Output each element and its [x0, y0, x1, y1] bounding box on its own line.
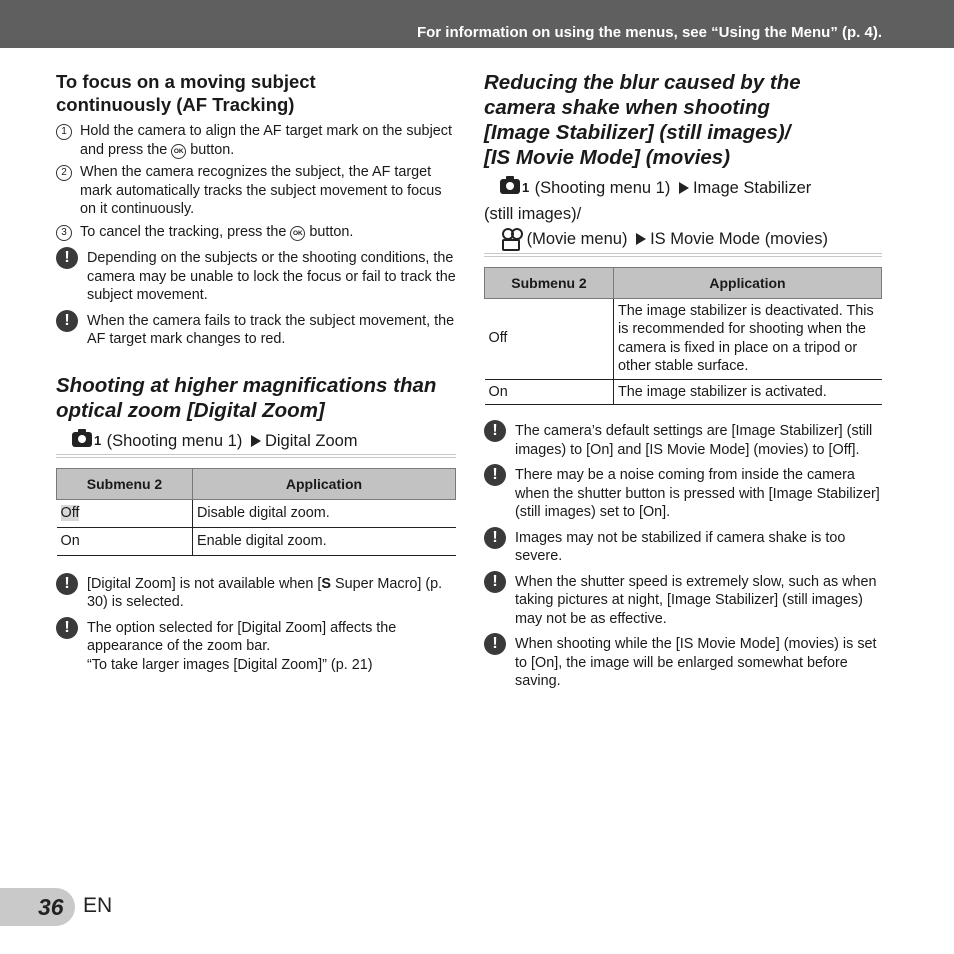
note-text: There may be a noise coming from inside the camera when the shutter button is pressed with [Image Stabilizer] (still images) set to [On]. — [515, 467, 880, 520]
note-text: When the shutter speed is extremely slow, such as when taking pictures at night, [Image Stabilizer] (still images) may not be as effective. — [515, 573, 877, 627]
step-2 — [56, 163, 456, 219]
arrow-right-icon — [251, 435, 261, 447]
digital-zoom-menu-path — [56, 429, 456, 458]
step-1 — [56, 122, 456, 159]
caution-note — [484, 529, 882, 566]
right-column — [484, 70, 882, 698]
is-heading-line: camera shake when shooting — [484, 96, 770, 119]
note-text: The camera’s default settings are [Image Stabilizer] (still images) to [On] and [IS Movie Mode] (movies) to [Off]. — [515, 423, 873, 458]
arrow-right-icon — [679, 182, 689, 194]
step-text: To cancel the tracking, press the — [80, 223, 287, 240]
table-cell: The image stabilizer is deactivated. This is recommended for shooting when the camera is fixed in place on a tripod or other stable surface. — [614, 298, 882, 379]
ok-button-icon: OK — [290, 226, 305, 241]
menu-item: IS Movie Mode (movies) — [650, 230, 828, 248]
digital-zoom-heading — [56, 373, 456, 423]
note-text: Images may not be stabilized if camera shake is too severe. — [515, 529, 846, 564]
step-number-icon: 2 — [56, 165, 72, 181]
caution-note — [56, 249, 456, 305]
caution-icon: ! — [484, 464, 506, 486]
menu-name: (Movie menu) — [526, 230, 628, 248]
movie-icon — [500, 228, 522, 248]
menu-name: (Shooting menu 1) — [534, 179, 671, 197]
step-text: Hold the camera to align the AF target mark on the subject and press the — [80, 123, 452, 158]
caution-icon: ! — [484, 633, 506, 655]
table-cell — [57, 499, 193, 527]
menu-item: Image Stabilizer — [692, 179, 812, 197]
table-cell: Enable digital zoom. — [193, 527, 456, 555]
caution-note — [56, 619, 456, 675]
page-header-bar — [0, 0, 954, 48]
caution-note — [484, 466, 882, 522]
header-text: For information on using the menus, see “Using the Menu” (p. 4). — [416, 24, 882, 41]
digital-zoom-table — [56, 468, 456, 556]
super-macro-icon: S — [321, 575, 331, 592]
table-cell: Off — [485, 298, 614, 379]
caution-icon: ! — [484, 527, 506, 549]
table-header: Submenu 2 — [485, 267, 614, 298]
note-text: Depending on the subjects or the shooting conditions, the camera may be unable to lock the focus or fail to track the subject movement. — [87, 250, 456, 303]
left-column — [56, 70, 456, 681]
step-text: When the camera recognizes the subject, the AF target mark automatically tracks the subject movement to focus on it continuously. — [80, 164, 442, 217]
note-text: When the camera fails to track the subject movement, the AF target mark changes to red. — [87, 312, 455, 347]
caution-icon: ! — [56, 617, 78, 639]
table-header: Application — [614, 267, 882, 298]
menu-item: Digital Zoom — [264, 431, 358, 450]
dz-heading-line-2: optical zoom [Digital Zoom] — [56, 398, 325, 422]
caution-note — [484, 573, 882, 629]
caution-note — [484, 635, 882, 691]
note-text: When shooting while the [IS Movie Mode] (movies) is set to [On], the image will be enlarged somewhat before saving. — [515, 636, 877, 689]
caution-icon: ! — [484, 571, 506, 593]
table-cell: Disable digital zoom. — [193, 499, 456, 527]
note-reference: “To take larger images [Digital Zoom]” (p. 21) — [87, 656, 373, 673]
step-text: button. — [190, 141, 235, 158]
is-heading-line: Reducing the blur caused by the — [484, 71, 801, 94]
image-stabilizer-heading — [484, 70, 882, 170]
table-header: Submenu 2 — [57, 468, 193, 499]
caution-icon: ! — [56, 310, 78, 332]
dz-heading-line-1: Shooting at higher magnifications than — [56, 373, 437, 397]
table-cell: On — [57, 527, 193, 555]
step-number-icon: 1 — [56, 124, 72, 140]
ok-button-icon: OK — [171, 144, 186, 159]
table-header: Application — [193, 468, 456, 499]
table-row — [485, 298, 882, 379]
menu-item-cont: (still images)/ — [484, 204, 582, 223]
image-stabilizer-menu-path — [484, 176, 882, 257]
camera-menu-number: 1 — [94, 432, 102, 448]
note-text: Super Macro] (p. 30) is selected. — [87, 575, 443, 610]
af-heading-line-1: To focus on a moving subject — [56, 71, 316, 92]
page-number: 36 — [38, 894, 64, 920]
arrow-right-icon — [636, 233, 646, 245]
table-row — [57, 499, 456, 527]
caution-icon: ! — [484, 420, 506, 442]
af-tracking-heading — [56, 70, 456, 116]
camera-icon — [500, 176, 530, 196]
caution-icon: ! — [56, 573, 78, 595]
step-number-icon: 3 — [56, 225, 72, 241]
note-text: [Digital Zoom] is not available when [ — [87, 575, 322, 592]
table-cell: On — [485, 379, 614, 405]
page-language: EN — [83, 894, 113, 917]
camera-icon — [72, 429, 102, 449]
menu-name: (Shooting menu 1) — [106, 431, 243, 450]
image-stabilizer-table — [484, 267, 882, 406]
camera-menu-number: 1 — [522, 180, 530, 195]
table-row — [485, 379, 882, 405]
caution-note — [56, 312, 456, 349]
is-heading-line: [IS Movie Mode] (movies) — [484, 146, 731, 169]
caution-note — [484, 422, 882, 459]
step-3 — [56, 223, 456, 242]
note-text: The option selected for [Digital Zoom] affects the appearance of the zoom bar. — [87, 619, 397, 654]
table-cell: The image stabilizer is activated. — [614, 379, 882, 405]
caution-icon: ! — [56, 247, 78, 269]
table-row — [57, 527, 456, 555]
af-heading-line-2: continuously (AF Tracking) — [56, 94, 295, 115]
is-heading-line: [Image Stabilizer] (still images)/ — [484, 121, 791, 144]
step-text: button. — [309, 223, 354, 240]
submenu-value: Off — [60, 504, 80, 521]
caution-note — [56, 575, 456, 612]
